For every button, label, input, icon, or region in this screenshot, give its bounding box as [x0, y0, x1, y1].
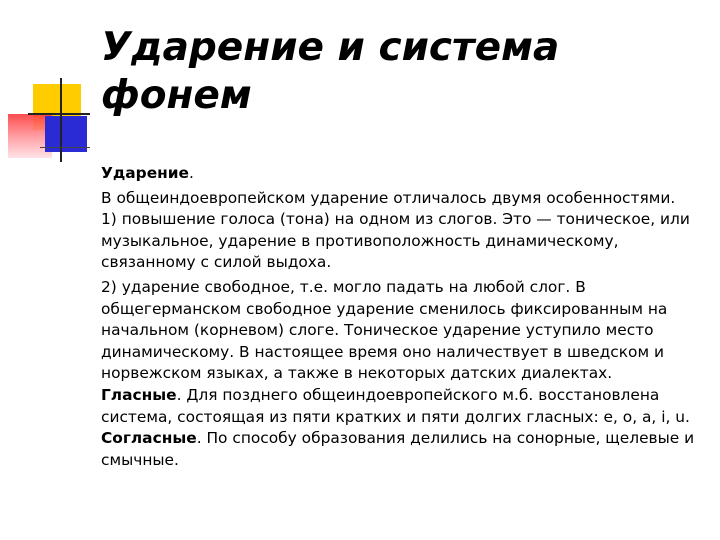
intro-paragraph: В общеиндоевропейском ударение отличалось двумя особенностями. [101, 188, 676, 207]
slide-body [101, 163, 706, 471]
consonants-text: . По способу образования делились на сонорные, щелевые и смычные. [101, 429, 695, 469]
title-line-2: фонем [101, 73, 252, 118]
heading-tail: . [189, 164, 194, 182]
title-line-1: Ударение и система [101, 25, 560, 70]
consonants-paragraph [101, 428, 706, 471]
point-1-paragraph: 1) повышение голоса (тона) на одном из слогов. Это — тоническое, или музыкальное, ударение в противоположность динамическому, связанному с силой выдоха. [101, 210, 690, 272]
vowels-bold: Гласные [101, 385, 177, 404]
heading-bold: Ударение [101, 164, 189, 182]
heading-paragraph [101, 163, 706, 185]
slide-title [101, 24, 701, 120]
point-2-paragraph: 2) ударение свободное, т.е. могло падать на любой слог. В общегерманском свободное ударение сменилось фиксированным на начальном (корневом) слоге. Тоническое ударение уступило место динамическому. В настоящее время оно наличествует в шведском и норвежском языках, а также в некоторых датских диалектах. [101, 277, 668, 383]
decor-horizontal-line [28, 113, 90, 115]
vowels-text: . Для позднего общеиндоевропейского м.б. восстановлена система, состоящая из пяти кратких и пяти долгих гласных: е, о, а, i, u. [101, 385, 690, 426]
vowels-paragraph [101, 385, 706, 428]
decor-vertical-line [60, 78, 62, 162]
decor-horizontal-line-lower [40, 147, 90, 148]
consonants-bold: Согласные [101, 429, 197, 448]
